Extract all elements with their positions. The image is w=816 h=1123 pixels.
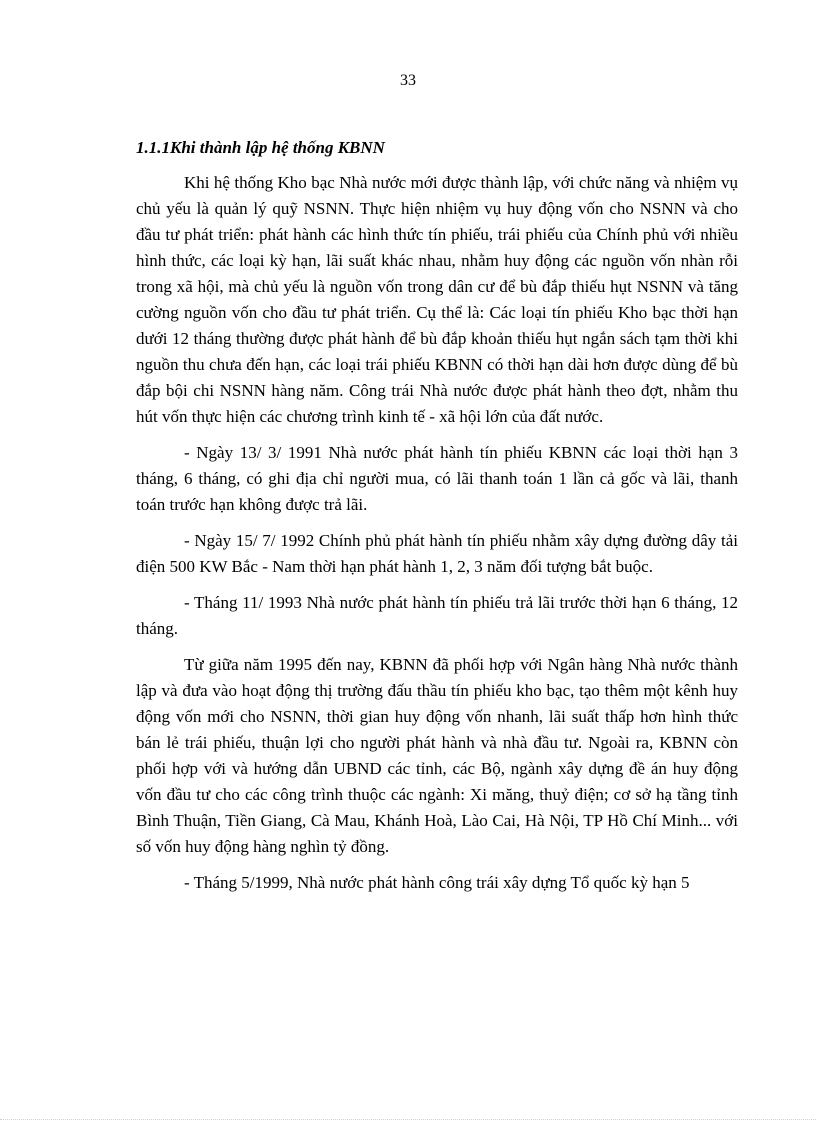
page-bottom-divider bbox=[0, 1119, 816, 1120]
page-number: 33 bbox=[400, 72, 416, 89]
paragraph: Từ giữa năm 1995 đến nay, KBNN đã phối hợp với Ngân hàng Nhà nước thành lập và đưa vào hoạt động thị trường đấu thầu tín phiếu kho bạc, tạo thêm một kênh huy động vốn mới cho NSNN, thời gian huy động vốn nhanh, lãi suất thấp hơn hình thức bán lẻ trái phiếu, thuận lợi cho người phát hành và nhà đầu tư. Ngoài ra, KBNN còn phối hợp với và hướng dẫn UBND các tỉnh, các Bộ, ngành xây dựng đề án huy động vốn đầu tư cho các công trình thuộc các ngành: Xi măng, thuỷ điện; cơ sở hạ tầng tỉnh Bình Thuận, Tiền Giang, Cà Mau, Khánh Hoà, Lào Cai, Hà Nội, TP Hồ Chí Minh... với số vốn huy động hàng nghìn tỷ đồng. bbox=[136, 655, 738, 856]
paragraph: - Tháng 11/ 1993 Nhà nước phát hành tín phiếu trả lãi trước thời hạn 6 tháng, 12 tháng. bbox=[136, 593, 738, 638]
paragraph: - Ngày 15/ 7/ 1992 Chính phủ phát hành tín phiếu nhằm xây dựng đường dây tải điện 500 KW Bắc - Nam thời hạn phát hành 1, 2, 3 năm đối tượng bắt buộc. bbox=[136, 531, 738, 576]
paragraph: - Ngày 13/ 3/ 1991 Nhà nước phát hành tín phiếu KBNN các loại thời hạn 3 tháng, 6 tháng, có ghi địa chỉ người mua, có lãi thanh toán 1 lần cả gốc và lãi, thanh toán trước hạn không được trả lãi. bbox=[136, 443, 738, 514]
paragraph: - Tháng 5/1999, Nhà nước phát hành công trái xây dựng Tổ quốc kỳ hạn 5 bbox=[184, 873, 690, 892]
paragraph: Khi hệ thống Kho bạc Nhà nước mới được thành lập, với chức năng và nhiệm vụ chủ yếu là quản lý quỹ NSNN. Thực hiện nhiệm vụ huy động vốn cho NSNN và cho đầu tư phát triển: phát hành các hình thức tín phiếu, trái phiếu của Chính phủ với nhiều hình thức, các loại kỳ hạn, lãi suất khác nhau, nhằm huy động các nguồn vốn nhàn rỗi trong xã hội, mà chủ yếu là nguồn vốn trong dân cư để bù đắp thiếu hụt NSNN và tăng cường nguồn vốn cho đầu tư phát triển. Cụ thể là: Các loại tín phiếu Kho bạc thời hạn dưới 12 tháng thường được phát hành để bù đắp khoản thiếu hụt ngắn sách tạm thời khi nguồn thu chưa đến hạn, các loại trái phiếu KBNN có thời hạn dài hơn được dùng để bù đắp bội chi NSNN hàng năm. Công trái Nhà nước được phát hành theo đợt, nhằm thu hút vốn thực hiện các chương trình kinh tế - xã hội lớn của đất nước. bbox=[136, 173, 738, 426]
document-body bbox=[136, 170, 738, 906]
section-heading: 1.1.1Khi thành lập hệ thống KBNN bbox=[136, 138, 385, 157]
